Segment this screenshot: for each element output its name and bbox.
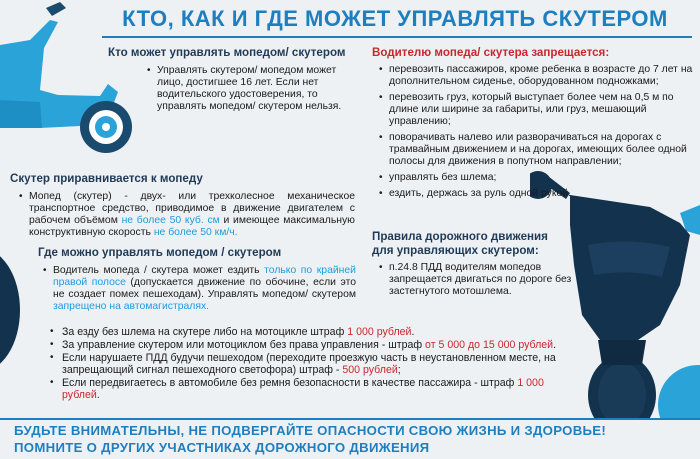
equated-text-1: Мопед (скутер) - двух- или трехколесное механическое транспортное средство, приводимое в движение двигателем с рабочем объёмом (29, 191, 355, 226)
scooter-equated-text (18, 191, 355, 239)
traffic-rules-heading: Правила дорожного движения для управляющих скутером: (372, 230, 548, 257)
prohibited-section (372, 46, 700, 204)
who-may-drive-text: • Управлять скутером/ мопедом может лицо, достигшее 16 лет. Если нет водительского удостоверения, то управлять мопедом/ скутером нельзя. (146, 65, 358, 113)
equated-text-2: и имеющее максимальную конструктивную скорость (29, 215, 355, 238)
where-text-2: (допускается движение по обочине, если это не создает помех пешеходам). Управлять мопедом/ скутером (53, 277, 356, 300)
where-text-1: Водитель мопеда / скутера может ездить (53, 265, 265, 276)
where-highlight-lane: только по крайней правой полосе (53, 265, 356, 288)
prohibited-item: • ездить, держась за руль одной рукой. (378, 188, 700, 200)
decorative-shape-icon (0, 245, 20, 375)
who-may-drive-section (108, 46, 358, 113)
equated-highlight-speed: не более 50 км/ч. (153, 227, 238, 238)
where-to-drive-heading: Где можно управлять мопедом / скутером (38, 246, 282, 259)
fine-text: За езду без шлема на скутере либо на мотоцикле штраф (62, 326, 348, 338)
prohibited-item: • поворачивать налево или разворачиваться на дорогах с трамвайным движением и на дорогах, имеющих более одной полосы для движения в попутном направлении; (378, 132, 700, 168)
fine-amount: 1 000 рублей (347, 326, 412, 338)
footer-line-1: БУДЬТЕ ВНИМАТЕЛЬНЫ, НЕ ПОДВЕРГАЙТЕ ОПАСНОСТИ СВОЮ ЖИЗНЬ И ЗДОРОВЬЕ! (14, 423, 607, 438)
title-underline (102, 36, 692, 38)
fine-amount: 1 000 рублей (62, 377, 544, 401)
footer-banner (0, 418, 700, 459)
traffic-rules-section (372, 230, 572, 298)
where-to-drive-text (42, 265, 356, 313)
prohibited-heading: Водителю мопеда/ скутера запрещается: (372, 46, 610, 59)
fine-item: • За езду без шлема на скутере либо на мотоцикле штраф 1 000 рублей. (48, 326, 558, 338)
equated-highlight-volume: не более 50 куб. см (121, 215, 220, 226)
fine-text: Если передвигаетесь в автомобиле без ремня безопасности в качестве пассажира - штраф (62, 377, 518, 389)
fine-amount: 500 рублей (342, 364, 398, 376)
where-to-drive-section (38, 246, 356, 313)
fines-section (48, 326, 558, 402)
fine-item: • Если нарушаете ПДД будучи пешеходом (переходите проезжую часть в неустановленном месте, на запрещающий сигнал пешеходного светофора) штраф - 500 рублей; (48, 352, 558, 376)
fine-text: За управление скутером или мотоциклом без права управления - штраф (62, 339, 426, 351)
prohibited-item: • управлять без шлема; (378, 172, 700, 184)
fine-item: • Если передвигаетесь в автомобиле без ремня безопасности в качестве пассажира - штраф 1 000 рублей. (48, 377, 558, 401)
scooter-equated-heading: Скутер приравнивается к мопеду (10, 172, 203, 185)
page-title: КТО, КАК И ГДЕ МОЖЕТ УПРАВЛЯТЬ СКУТЕРОМ (122, 6, 668, 31)
prohibited-item: • перевозить пассажиров, кроме ребенка в возрасте до 7 лет на дополнительном сиденье, оборудованном подножками; (378, 64, 700, 88)
fine-amount: от 5 000 до 15 000 рублей (425, 339, 554, 351)
fine-item: • За управление скутером или мотоциклом без права управления - штраф от 5 000 до 15 000 рублей. (48, 339, 558, 351)
where-highlight-highway: запрещено на автомагистралях. (53, 301, 210, 312)
scooter-equated-section (10, 172, 355, 239)
footer-line-2: ПОМНИТЕ О ДРУГИХ УЧАСТНИКАХ ДОРОЖНОГО ДВИЖЕНИЯ (14, 440, 430, 455)
fine-text: Если нарушаете ПДД будучи пешеходом (переходите проезжую часть в неустановленном месте, на запрещающий сигнал пешеходного светофора) штраф - (62, 352, 556, 376)
prohibited-item: • перевозить груз, который выступает более чем на 0,5 м по длине или ширине за габариты, или груз, мешающий управлению; (378, 92, 700, 128)
traffic-rules-text: • п.24.8 ПДД водителям мопедов запрещается двигаться по дороге без застегнутого мотошлема. (378, 262, 572, 298)
who-may-drive-heading: Кто может управлять мопедом/ скутером (108, 46, 346, 59)
